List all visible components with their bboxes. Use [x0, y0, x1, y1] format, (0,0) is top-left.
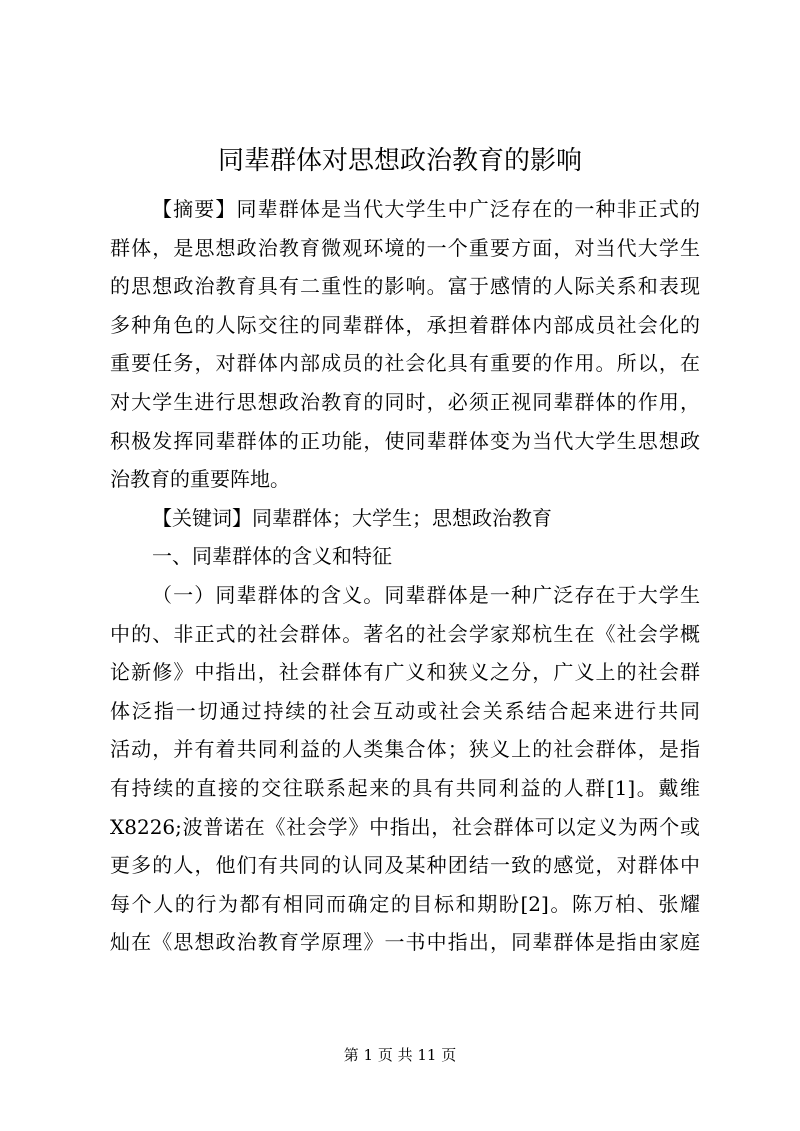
section-heading: 一、同辈群体的含义和特征 — [152, 544, 392, 569]
paragraph-line: 有持续的直接的交往联系起来的具有共同利益的人群[1]。戴维 — [110, 775, 700, 800]
paragraph-line: 论新修》中指出，社会群体有广义和狭义之分，广义上的社会群 — [110, 660, 700, 685]
paragraph-line: 的思想政治教育具有二重性的影响。富于感情的人际关系和表现 — [110, 274, 700, 299]
paragraph-line: 每个人的行为都有相同而确定的目标和期盼[2]。陈万柏、张耀 — [110, 891, 700, 916]
paragraph-line: 重要任务，对群体内部成员的社会化具有重要的作用。所以，在 — [110, 351, 700, 376]
paragraph-line: 治教育的重要阵地。 — [110, 467, 290, 492]
paragraph-line: 中的、非正式的社会群体。著名的社会学家郑杭生在《社会学概 — [110, 621, 700, 646]
paragraph-line: 体泛指一切通过持续的社会互动或社会关系结合起来进行共同 — [110, 698, 700, 723]
paragraph-line: 【摘要】同辈群体是当代大学生中广泛存在的一种非正式的 — [152, 197, 700, 221]
paragraph-line: 多种角色的人际交往的同辈群体，承担着群体内部成员社会化的 — [110, 312, 700, 337]
paragraph-line: 活动，并有着共同利益的人类集合体；狭义上的社会群体，是指 — [110, 737, 700, 762]
paragraph-line: 对大学生进行思想政治教育的同时，必须正视同辈群体的作用， — [110, 389, 700, 414]
document-title: 同辈群体对思想政治教育的影响 — [217, 146, 582, 176]
page-footer: 第 1 页 共 11 页 — [343, 1046, 457, 1064]
paragraph-line: 灿在《思想政治教育学原理》一书中指出，同辈群体是指由家庭 — [110, 930, 700, 955]
document-body — [110, 190, 700, 962]
paragraph-line: X8226;波普诺在《社会学》中指出，社会群体可以定义为两个或 — [110, 814, 700, 839]
paragraph-line: 更多的人，他们有共同的认同及某种团结一致的感觉，对群体中 — [110, 853, 700, 878]
paragraph-line: 群体，是思想政治教育微观环境的一个重要方面，对当代大学生 — [110, 235, 700, 260]
keywords-line: 【关键词】同辈群体；大学生；思想政治教育 — [152, 505, 552, 530]
paragraph-line: 积极发挥同辈群体的正功能，使同辈群体变为当代大学生思想政 — [110, 428, 700, 453]
paragraph-line: （一）同辈群体的含义。同辈群体是一种广泛存在于大学生 — [152, 582, 700, 607]
